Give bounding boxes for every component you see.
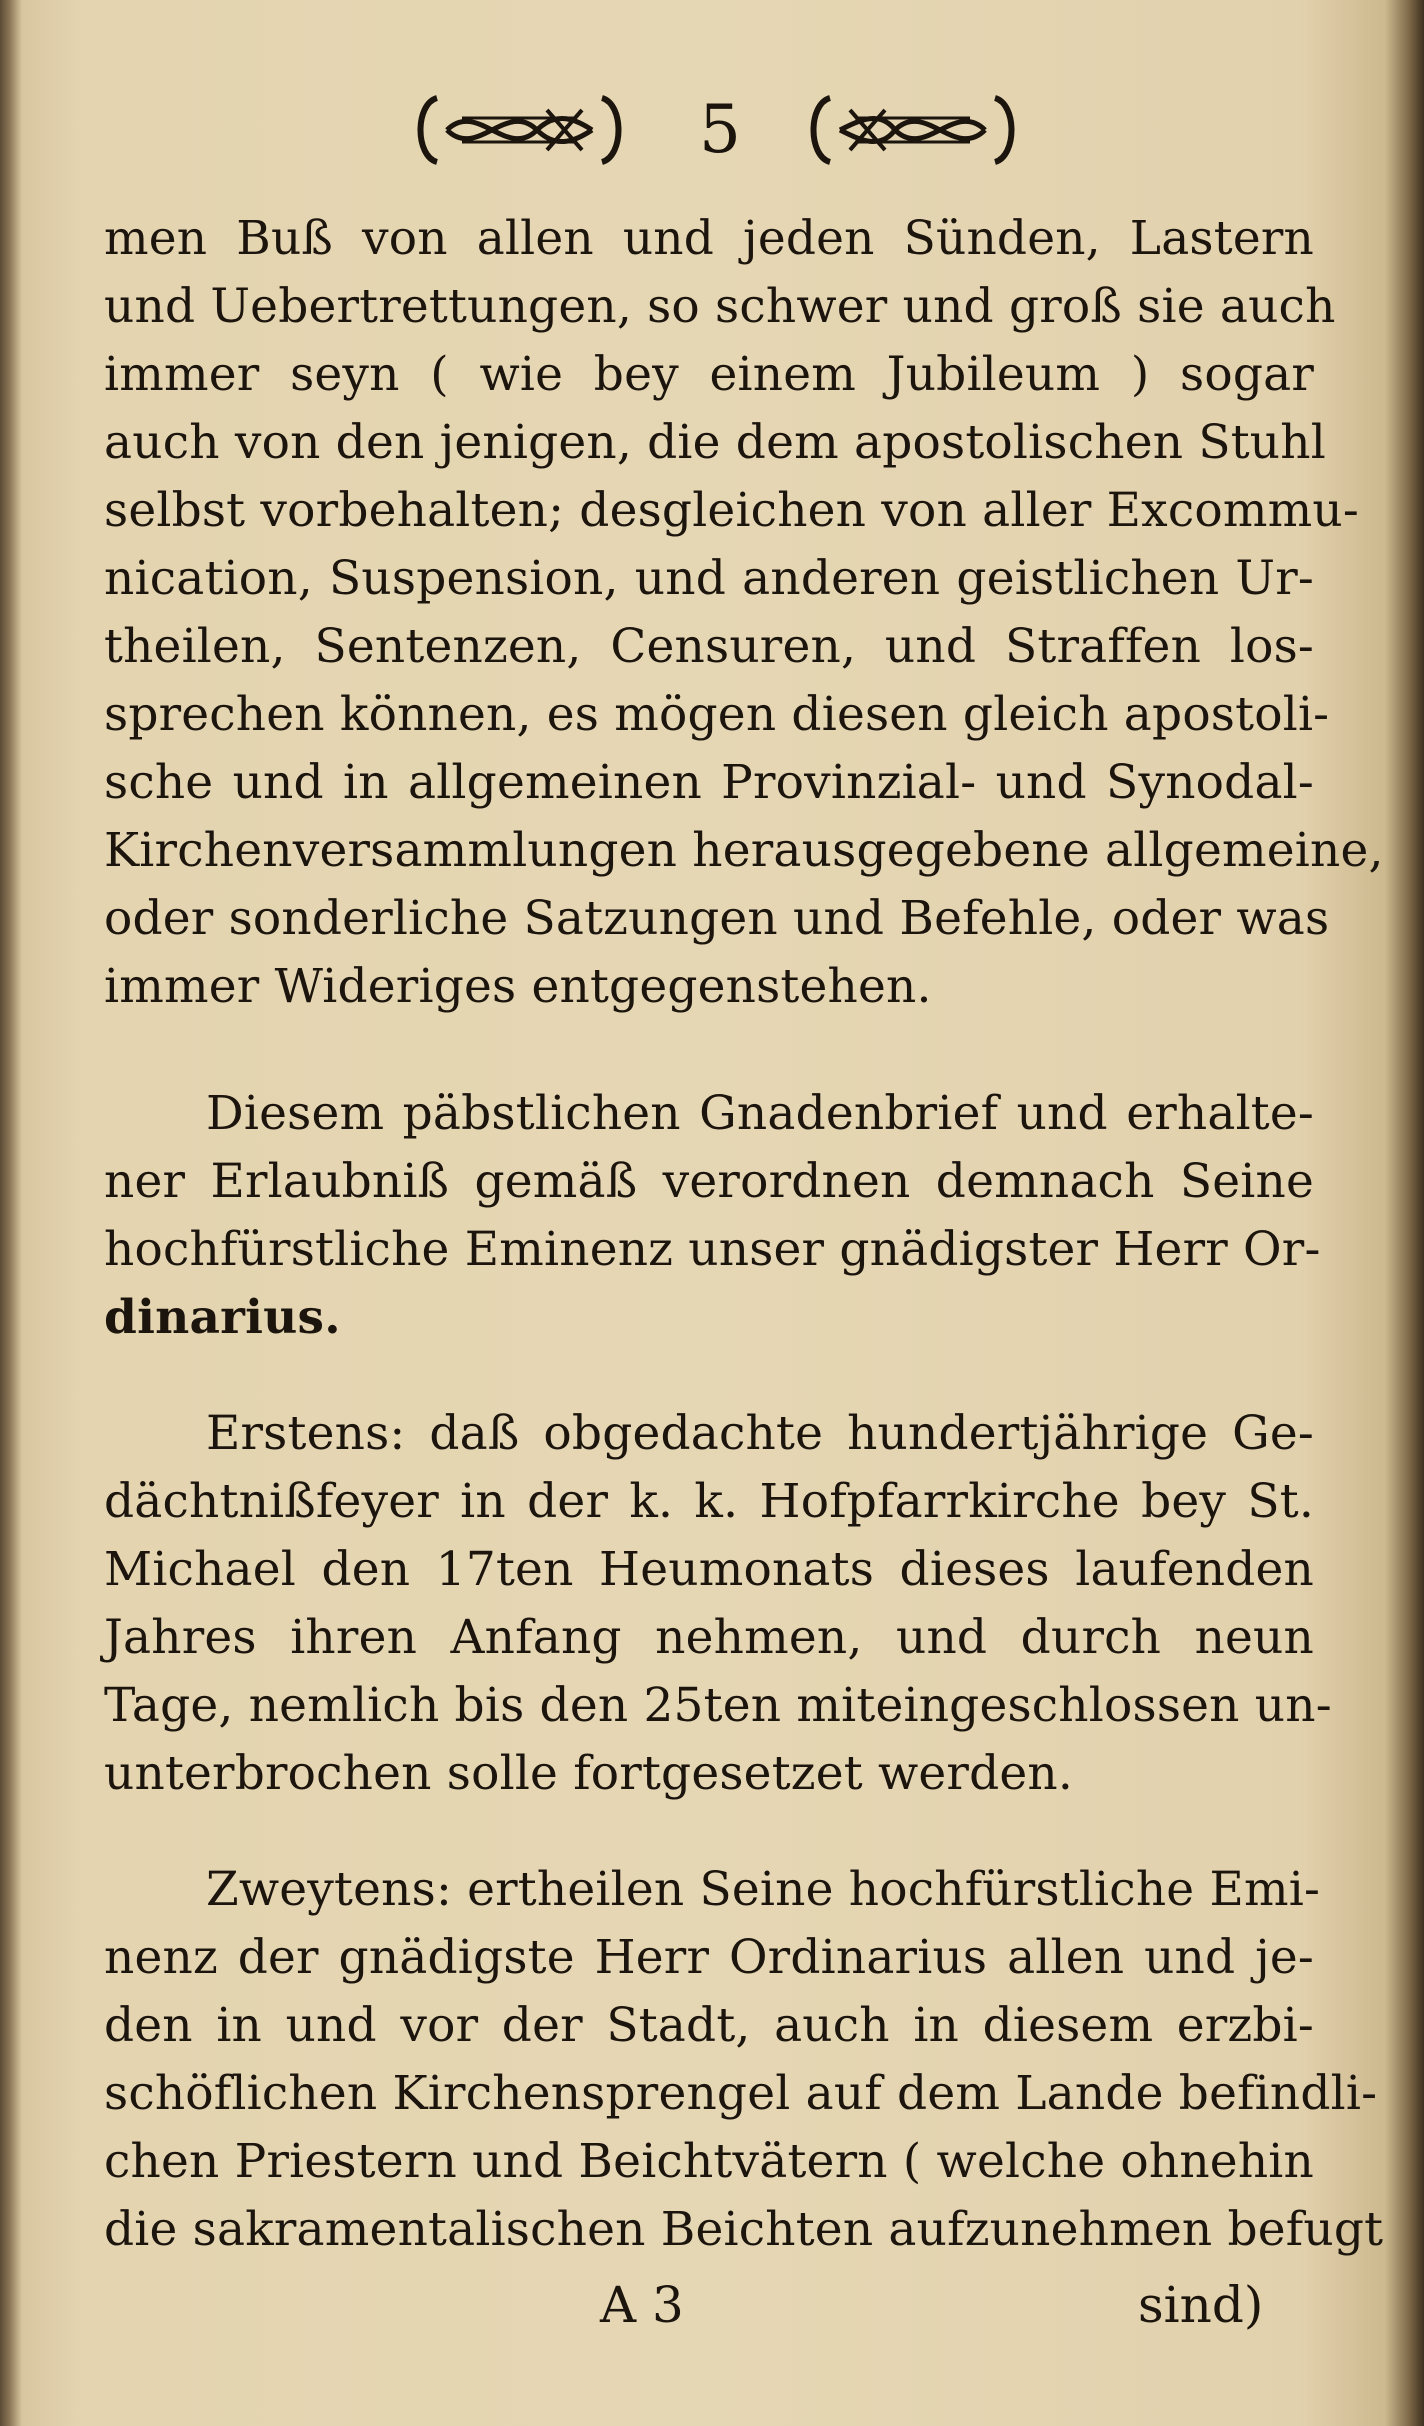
text-line: schöflichen Kirchensprengel auf dem Lande befindli- (104, 2066, 1378, 2121)
text-line: den in und vor der Stadt, auch in diesem erzbi- (104, 1998, 1314, 2053)
page-header (0, 80, 1424, 180)
text-line: oder sonderliche Satzungen und Befehle, oder was (104, 891, 1330, 946)
text-line: selbst vorbehalten; desgleichen von aller Excommu- (104, 483, 1359, 538)
text-line: immer Wideriges entgegenstehen. (104, 959, 932, 1014)
ornament-right-icon (800, 90, 1025, 170)
text-line: nication, Suspension, und anderen geistlichen Ur- (104, 551, 1314, 606)
text-line: Kirchenversammlungen herausgegebene allgemeine, (104, 823, 1384, 878)
text-line: sprechen können, es mögen diesen gleich apostoli- (104, 687, 1330, 742)
text-line: Zweytens: ertheilen Seine hochfürstliche Emi- (206, 1862, 1321, 1917)
text-line: und Uebertrettungen, so schwer und groß sie auch (104, 279, 1336, 334)
text-line: die sakramentalischen Beichten aufzunehmen befugt (104, 2202, 1384, 2257)
signature-mark: A 3 (600, 2276, 684, 2334)
page-number: 5 (699, 91, 741, 168)
text-line: Michael den 17ten Heumonats dieses laufenden (104, 1542, 1314, 1597)
text-line: immer seyn ( wie bey einem Jubileum ) sogar (104, 347, 1314, 402)
catchword: sind) (1138, 2276, 1264, 2334)
text-line: Diesem päbstlichen Gnadenbrief und erhalte- (206, 1086, 1314, 1141)
text-line: chen Priestern und Beichtvätern ( welche ohnehin (104, 2134, 1314, 2189)
text-line: dinarius. (104, 1290, 341, 1345)
text-line: theilen, Sentenzen, Censuren, und Straffen los- (104, 619, 1314, 674)
text-line: unterbrochen solle fortgesetzet werden. (104, 1746, 1074, 1801)
text-line: ner Erlaubniß gemäß verordnen demnach Seine (104, 1154, 1314, 1209)
text-line: nenz der gnädigste Herr Ordinarius allen und je- (104, 1930, 1314, 1985)
ornament-left-icon (407, 90, 632, 170)
text-line: men Buß von allen und jeden Sünden, Lastern (104, 211, 1314, 266)
text-line: Jahres ihren Anfang nehmen, und durch neun (104, 1610, 1314, 1665)
text-line: hochfürstliche Eminenz unser gnädigster Herr Or- (104, 1222, 1321, 1277)
text-line: Erstens: daß obgedachte hundertjährige Ge- (206, 1406, 1314, 1461)
text-line: Tage, nemlich bis den 25ten miteingeschlossen un- (104, 1678, 1332, 1733)
text-line: dächtnißfeyer in der k. k. Hofpfarrkirche bey St. (104, 1474, 1314, 1529)
text-line: auch von den jenigen, die dem apostolischen Stuhl (104, 415, 1326, 470)
text-line: sche und in allgemeinen Provinzial- und Synodal- (104, 755, 1314, 810)
